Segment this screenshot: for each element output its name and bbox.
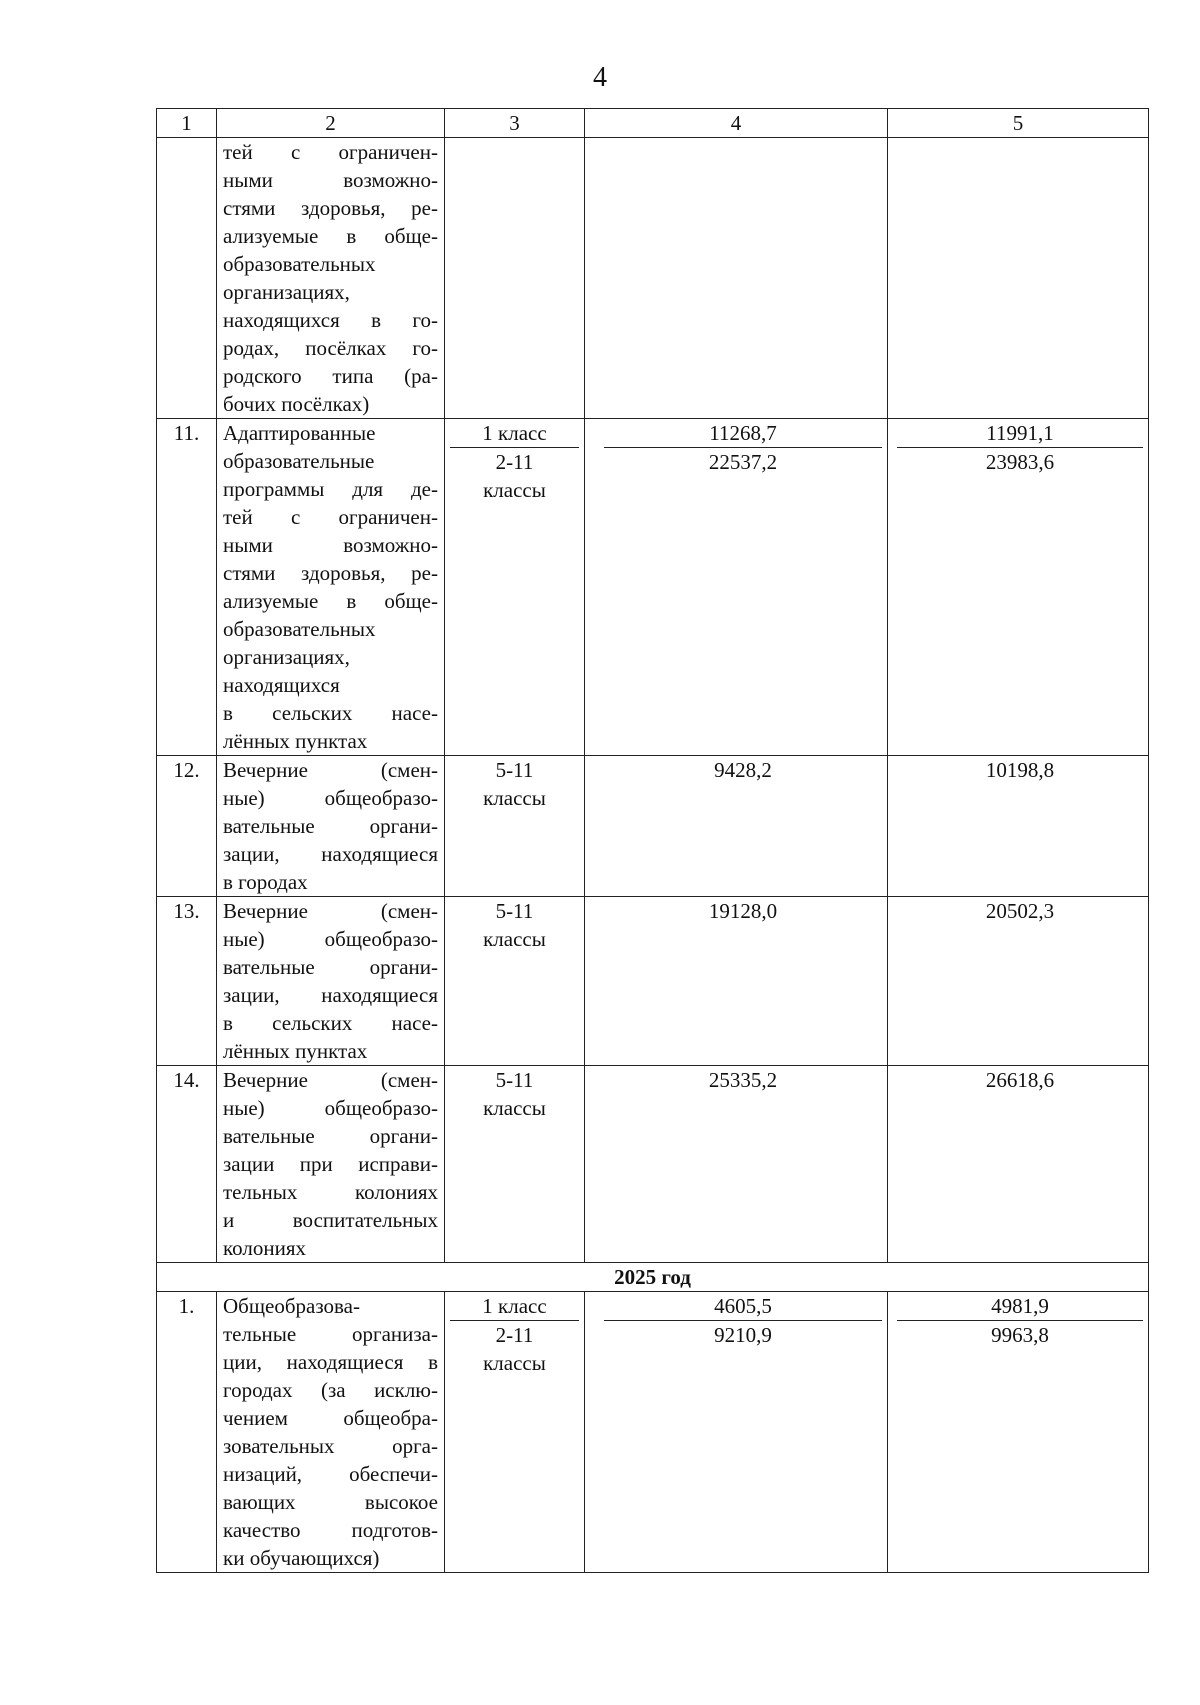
row-number: 12. [157,756,217,897]
description-line: родского типа (ра- [223,364,438,388]
header-col-2: 2 [217,109,445,138]
description-line: Адаптированные [223,421,376,445]
value-col-4-entry: 11268,7 [709,421,777,445]
row-number [157,138,217,419]
value-col-4 [585,897,888,1066]
description-line: образовательных [223,617,376,641]
value-col-4-entry: 9428,2 [714,758,772,782]
value-col-4 [585,1066,888,1263]
description-line: и воспитательных [223,1208,438,1232]
header-col-5: 5 [888,109,1149,138]
description-line: родах, посёлках го- [223,336,438,360]
value-col-4 [585,756,888,897]
description-line: ные) общеобразо- [223,927,438,951]
value-col-5-entry: 10198,8 [985,758,1055,782]
description-line: вательные органи- [223,814,438,838]
description-line: в сельских насе- [223,1011,438,1035]
description-line: вательные органи- [223,1124,438,1148]
class-cell [445,897,585,1066]
description-line: в городах [223,870,308,894]
description-line: Вечерние (смен- [223,1068,438,1092]
description-line: Вечерние (смен- [223,899,438,923]
row-number: 1. [157,1292,217,1573]
description-line: организациях, [223,280,350,304]
class-cell [445,138,585,419]
year-section-row [157,1263,1149,1292]
value-col-5-entry: 20502,3 [985,899,1055,923]
value-col-5 [888,1066,1149,1263]
row-number: 13. [157,897,217,1066]
class-cell-entry: 1 класс [482,421,547,445]
value-col-4-entry: 19128,0 [708,899,778,923]
description-line: зации, находящиеся [223,983,438,1007]
value-col-4-entry: 9210,9 [604,1320,882,1349]
value-col-4 [585,138,888,419]
row-description [217,1066,445,1263]
value-col-4-entry: 22537,2 [604,447,882,476]
description-line: тельные организа- [223,1322,438,1346]
value-col-5 [888,419,1149,756]
year-heading: 2025 год [157,1263,1149,1292]
value-col-5 [888,756,1149,897]
class-cell-entry: 2-11 классы [450,1320,579,1377]
description-line: чением общеобра- [223,1406,438,1430]
row-description [217,1292,445,1573]
value-col-5-entry: 26618,6 [985,1068,1055,1092]
description-line: ции, находящиеся в [223,1350,438,1374]
row-number: 11. [157,419,217,756]
header-col-3: 3 [445,109,585,138]
value-col-5-entry: 4981,9 [991,1294,1049,1318]
page-number: 4 [593,62,607,93]
table-row [157,1066,1149,1263]
description-line: ки обучающихся) [223,1546,380,1570]
value-col-4-entry: 4605,5 [714,1294,772,1318]
description-line: вательные органи- [223,955,438,979]
header-col-4: 4 [585,109,888,138]
table-row [157,897,1149,1066]
value-col-5-entry: 11991,1 [986,421,1054,445]
row-description [217,138,445,419]
description-line: тей с ограничен- [223,505,438,529]
description-line: образовательных [223,252,376,276]
row-description [217,756,445,897]
table-row [157,138,1149,419]
row-number: 14. [157,1066,217,1263]
class-cell [445,756,585,897]
description-line: тельных колониях [223,1180,438,1204]
description-line: в сельских насе- [223,701,438,725]
value-col-5 [888,138,1149,419]
description-line: стями здоровья, ре- [223,561,438,585]
description-line: лённых пунктах [223,729,368,753]
description-line: зации при исправи- [223,1152,438,1176]
description-line: программы для де- [223,477,438,501]
description-line: тей с ограничен- [223,140,438,164]
class-cell [445,1292,585,1573]
description-line: зации, находящиеся [223,842,438,866]
value-col-4 [585,419,888,756]
description-line: бочих посёлках) [223,392,370,416]
description-line: стями здоровья, ре- [223,196,438,220]
funding-table [156,108,1149,1573]
value-col-5 [888,897,1149,1066]
class-cell-entry: 5-11 классы [483,758,546,810]
description-line: находящихся в го- [223,308,438,332]
description-line: организациях, [223,645,350,669]
description-line: колониях [223,1236,306,1260]
class-cell-entry: 2-11 классы [450,447,579,504]
table-header-row [157,109,1149,138]
description-line: зовательных орга- [223,1434,438,1458]
description-line: ные) общеобразо- [223,1096,438,1120]
row-description [217,419,445,756]
class-cell [445,419,585,756]
table-row [157,419,1149,756]
description-line: Вечерние (смен- [223,758,438,782]
value-col-4-entry: 25335,2 [708,1068,778,1092]
description-line: ными возможно- [223,533,438,557]
description-line: городах (за исклю- [223,1378,438,1402]
description-line: низаций, обеспечи- [223,1462,438,1486]
table-row [157,1292,1149,1573]
class-cell-entry: 1 класс [482,1294,547,1318]
description-line: находящихся [223,673,340,697]
table-row [157,756,1149,897]
value-col-5-entry: 23983,6 [897,447,1143,476]
description-line: ные) общеобразо- [223,786,438,810]
description-line: ными возможно- [223,168,438,192]
value-col-5-entry: 9963,8 [897,1320,1143,1349]
description-line: вающих высокое [223,1490,438,1514]
class-cell [445,1066,585,1263]
description-line: лённых пунктах [223,1039,368,1063]
class-cell-entry: 5-11 классы [483,899,546,951]
description-line: ализуемые в обще- [223,589,438,613]
description-line: ализуемые в обще- [223,224,438,248]
row-description [217,897,445,1066]
class-cell-entry: 5-11 классы [483,1068,546,1120]
value-col-5 [888,1292,1149,1573]
value-col-4 [585,1292,888,1573]
description-line: образовательные [223,449,375,473]
description-line: качество подготов- [223,1518,438,1542]
header-col-1: 1 [157,109,217,138]
description-line: Общеобразова- [223,1294,360,1318]
